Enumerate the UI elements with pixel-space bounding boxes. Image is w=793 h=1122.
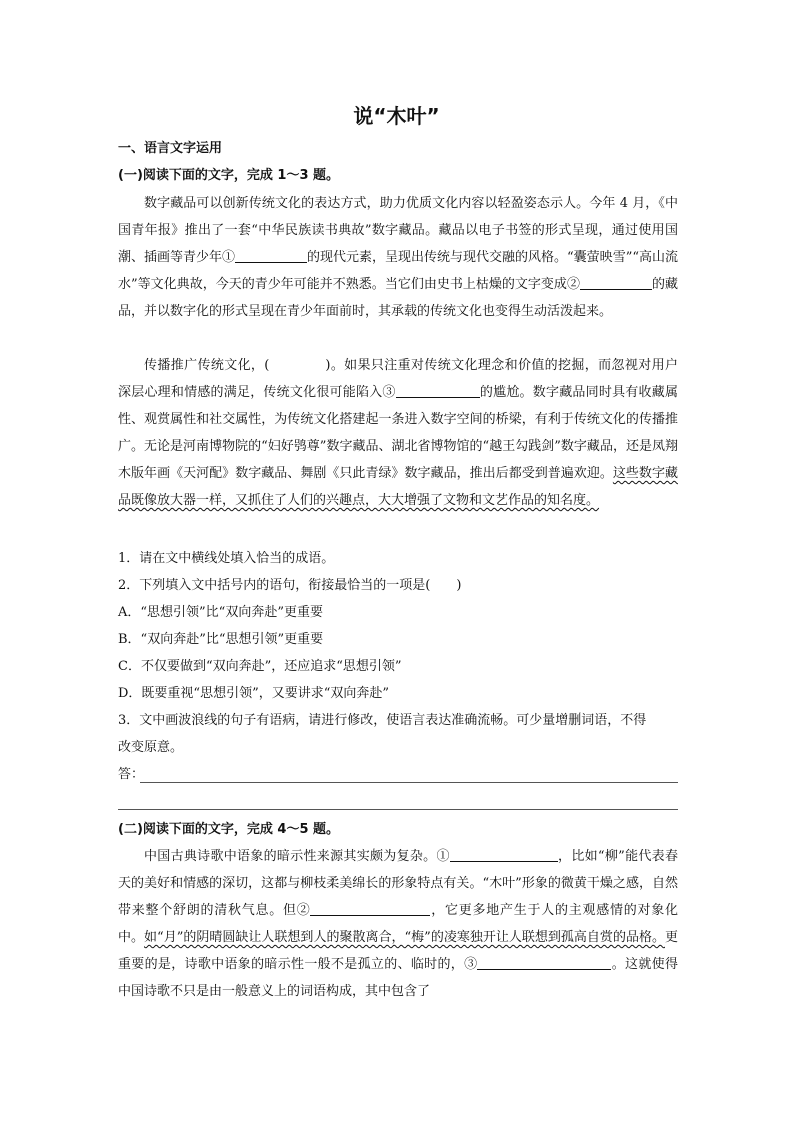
text-segment: 数字藏品可以创新传统文化的表达方式，助力优质文化内容以轻盈姿态示人。今年 4 月，《中国青年报》推出了一套“中华民族读书典故”数字藏品。藏品以电子书签的形式呈现，通过使用国潮、插画等青少年 (118, 196, 678, 265)
blank-1[interactable] (235, 248, 307, 263)
blank-2[interactable] (580, 275, 652, 290)
option-c[interactable]: C．不仅要做到“双向奔赴”，还应追求“思想引领” (118, 659, 402, 674)
page-title: 说“木叶” (353, 104, 440, 128)
passage1-paragraph1 (118, 190, 678, 325)
text-segment: ，比如“柳”能代表春天的美好和情感的深切，这都与柳枝柔美绵长的形象特点有关。“木叶”形象的微黄干燥之感，自然带来整个舒朗的清秋气息。但 (118, 849, 678, 918)
text-segment: 。这就使得中国诗歌不只是由一般意义上的词语构成，其中包含了 (118, 957, 678, 999)
blank-marker: ② (296, 903, 311, 918)
blank-marker: ① (436, 849, 450, 864)
wavy-underlined-sentence: 如“月”的阴晴圆缺让人联想到人的聚散离合，“梅”的凌寒独开让人联想到孤高自赏的品格。 (144, 930, 665, 945)
question-3-continued: 改变原意。 (118, 740, 184, 755)
passage1-paragraph2 (118, 352, 678, 514)
answer-label: 答： (118, 767, 145, 782)
blank-3[interactable] (396, 383, 480, 398)
question-3: 3．文中画波浪线的句子有语病，请进行修改，使语言表达准确流畅。可少量增删词语，不得 (118, 713, 647, 728)
blank-4-2[interactable] (310, 901, 430, 916)
answer-line-1[interactable] (140, 782, 678, 783)
part1-heading: (一)阅读下面的文字，完成 1～3 题。 (118, 168, 340, 183)
blank-4-3[interactable] (477, 955, 611, 970)
option-d[interactable]: D．既要重视“思想引领”，又要讲求“双向奔赴” (118, 686, 390, 701)
blank-4-1[interactable] (450, 847, 558, 862)
text-segment: 更重要的是，诗歌中语象的暗示性一般不是孤立的、临时的， (118, 930, 678, 972)
text-segment: )。如果只注重对传统文化理念和价值的挖掘，而忽视对用户深层心理和情感的满足，传统文化很可能陷入 (118, 358, 678, 400)
text-segment: 的藏品，并以数字化的形式呈现在青少年面前时，其承载的传统文化也变得生动活泼起来。 (118, 277, 678, 319)
text-segment: 传播推广传统文化，( (144, 358, 270, 373)
blank-marker: ③ (464, 957, 478, 972)
option-a[interactable]: A．“思想引领”比“双向奔赴”更重要 (118, 605, 323, 620)
blank-marker: ① (222, 250, 236, 265)
option-b[interactable]: B．“双向奔赴”比“思想引领”更重要 (118, 632, 324, 647)
text-segment: 中国古典诗歌中语象的暗示性来源其实颇为复杂。 (144, 849, 437, 864)
blank-marker: ② (566, 277, 580, 292)
text-segment: ，它更多地产生于人的主观感情的对象化中。 (118, 903, 678, 945)
section-heading: 一、语言文字运用 (118, 141, 223, 156)
part2-heading: (二)阅读下面的文字，完成 4～5 题。 (118, 822, 340, 837)
answer-line-2[interactable] (118, 809, 678, 810)
text-segment: 的尴尬。数字藏品同时具有收藏属性、观赏属性和社交属性，为传统文化搭建起一条进入数字空间的桥梁，有利于传统文化的传播推广。无论是河南博物院的“妇好鸮尊”数字藏品、湖北省博物馆的“越王勾践剑”数字藏品，还是凤翔木版年画《天河配》数字藏品、舞剧《只此青绿》数字藏品，推出后都受到普遍欢迎。 (118, 385, 678, 481)
question-1: 1．请在文中横线处填入恰当的成语。 (118, 551, 335, 566)
passage2-paragraph1 (118, 843, 678, 1005)
blank-marker: ③ (382, 385, 396, 400)
question-2: 2．下列填入文中括号内的语句，衔接最恰当的一项是( ) (118, 578, 462, 593)
wavy-underlined-sentence: 这些数字藏品既像放大器一样，又抓住了人们的兴趣点，大大增强了文物和文艺作品的知名度。 (118, 466, 678, 508)
text-segment: 的现代元素，呈现出传统与现代交融的风格。“囊萤映雪”“高山流水”等文化典故，今天的青少年可能并不熟悉。当它们由史书上枯燥的文字变成 (118, 250, 678, 292)
